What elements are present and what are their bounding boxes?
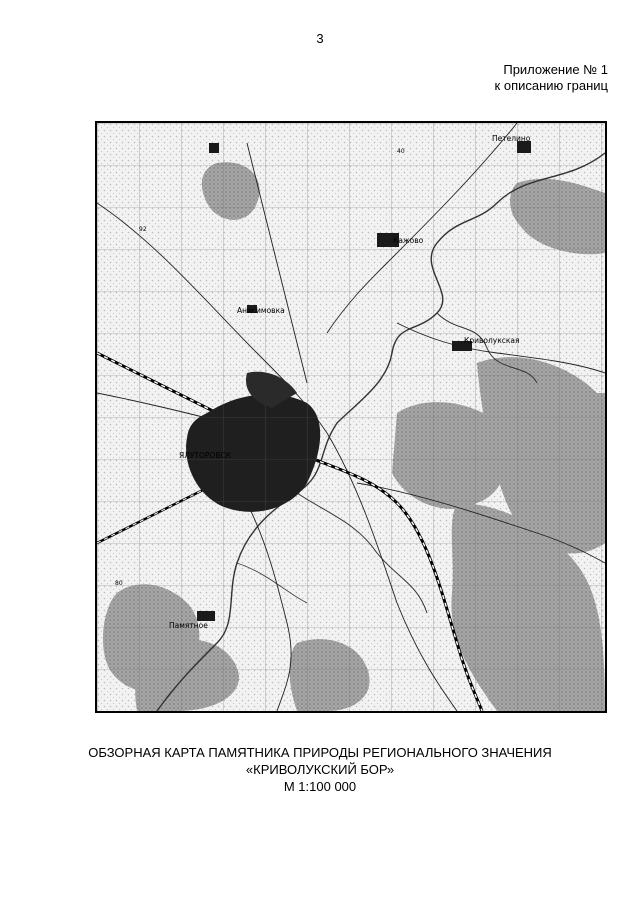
label-anisimovka: Анисимовка xyxy=(237,306,285,315)
appendix-line-2: к описанию границ xyxy=(494,78,608,93)
overview-map xyxy=(95,121,607,713)
label-petelino: Петелино xyxy=(492,134,531,143)
caption-scale: М 1:100 000 xyxy=(283,779,357,794)
appendix-line-1: Приложение № 1 xyxy=(503,62,608,77)
page-number: 3 xyxy=(316,31,324,46)
label-pamyatnoe: Памятное xyxy=(169,621,208,630)
label-krivolukskaya: Криволукская xyxy=(464,336,520,345)
appendix-note xyxy=(495,62,608,94)
label-yalutorovsk: ЯЛУТОРОВСК xyxy=(179,451,232,460)
spot-height-92: 92 xyxy=(139,226,147,233)
map-caption xyxy=(0,744,640,795)
spot-height-40: 40 xyxy=(397,148,405,155)
spot-height-80: 80 xyxy=(115,580,123,587)
label-kazhovo: Кажово xyxy=(393,236,424,245)
caption-line-1: ОБЗОРНАЯ КАРТА ПАМЯТНИКА ПРИРОДЫ РЕГИОНАЛЬНОГО ЗНАЧЕНИЯ xyxy=(88,745,552,760)
map-svg xyxy=(97,123,605,711)
caption-line-2: «КРИВОЛУКСКИЙ БОР» xyxy=(245,762,395,777)
